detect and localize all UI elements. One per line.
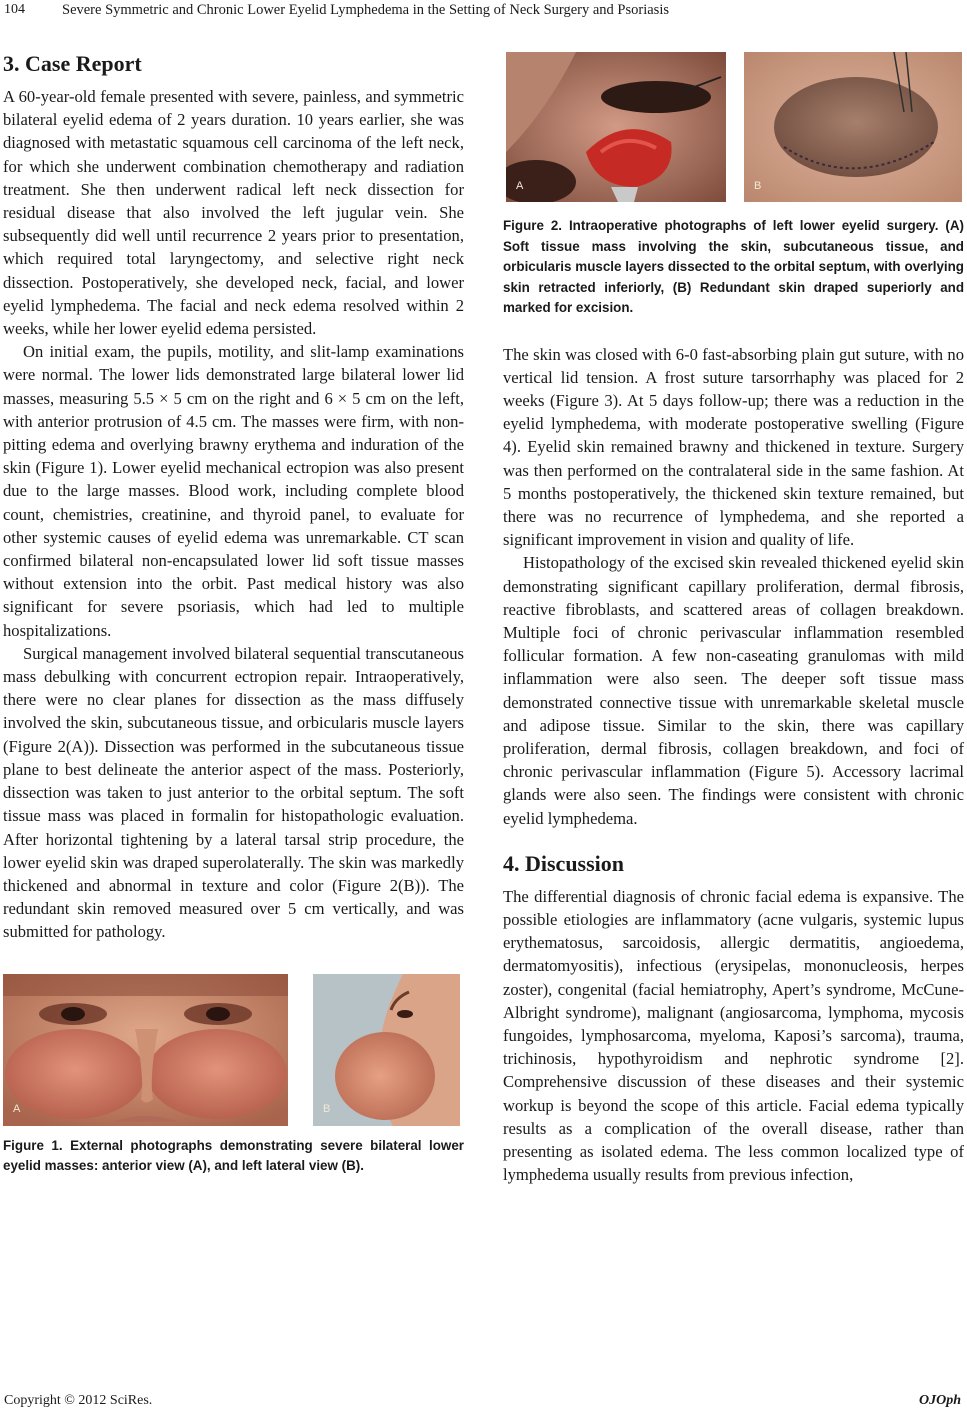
surgery-dissection-illustration: [506, 52, 726, 202]
running-title: Severe Symmetric and Chronic Lower Eyelid Lymphedema in the Setting of Neck Surgery and Psoriasis: [62, 2, 669, 18]
copyright: Copyright © 2012 SciRes.: [4, 1393, 153, 1408]
case-paragraph-4: The skin was closed with 6-0 fast-absorbing plain gut suture, with no vertical lid tension. A frost suture tarsorrhaphy was placed for 2 weeks (Figure 3). At 5 days follow-up; there was a reduction in the eyelid lymphedema, with moderate postoperative swelling (Figure 4). Eyelid skin remained brawny and thickened in texture. Surgery was then performed on the contralateral side in the same fashion. At 5 months postoperatively, the thickened skin texture remained, but there was no recurrence of lymphedema, and she reported a significant improvement in vision and quality of life.: [503, 344, 964, 550]
journal-name: OJOph: [918, 1393, 961, 1408]
page-number: 104: [4, 2, 25, 17]
surgery-skin-draped-illustration: [744, 52, 962, 202]
case-paragraph-2: On initial exam, the pupils, motility, and slit-lamp examinations were normal. The lower lids demonstrated large bilateral lower lid masses, measuring 5.5 × 5 cm on the right and 6 × 5 cm on the left, with anterior protrusion of 4.5 cm. The masses were firm, with non-pitting edema and overlying brawny erythema and induration of the skin (Figure 1). Lower eyelid mechanical ectropion was also present due to the large masses. Blood work, including complete blood count, chemistries, creatinine, and thyroid panel, to evaluate for other systemic causes of eyelid edema was unremarkable. CT scan confirmed bilateral non-encapsulated lower lid soft tissue masses without extension into the orbit. Past medical history was also significant for severe psoriasis, which had led to multiple hospitalizations.: [3, 342, 464, 640]
case-paragraph-1: A 60-year-old female presented with severe, painless, and symmetric bilateral eyelid edema of 2 years duration. 10 years earlier, she was diagnosed with metastatic squamous cell carcinoma of the left neck, for which she underwent combination chemotherapy and radiation treatment. She then underwent radical left neck dissection for residual disease that also involved the left jugular vein. She subsequently did well until recurrence 2 years prior to presentation, which required total laryngectomy, and selective right neck dissection. Postoperatively, she developed neck, facial, and lower eyelid lymphedema. The facial and neck edema resolved within 2 weeks, while her lower eyelid edema persisted.: [3, 87, 464, 339]
figure-2: [503, 52, 964, 319]
face-lateral-illustration: [313, 974, 460, 1126]
figure-1b-label: B: [323, 1103, 331, 1116]
figure-2b-photo: [744, 52, 962, 202]
figure-1a-label: A: [13, 1103, 21, 1116]
figure-2a-photo: [506, 52, 726, 202]
figure-2b-label: B: [754, 179, 762, 192]
case-paragraph-3: Surgical management involved bilateral sequential transcutaneous mass debulking with concurrent ectropion repair. Intraoperatively, there were no clear planes for dissection as the mass diffusely involved the skin, subcutaneous tissue, and orbicularis muscle layers (Figure 2(A)). Dissection was performed in the subcutaneous tissue plane to best delineate the anterior aspect of the mass. Posteriorly, dissection was taken to just anterior to the orbital septum. The soft tissue mass was placed in formalin for histopathologic evaluation. After horizontal tightening by a lateral tarsal strip procedure, the lower eyelid skin was draped superolaterally. The skin was markedly thickened and abnormal in texture and color (Figure 2(B)). The redundant skin removed measured over 5 cm vertically, and was submitted for pathology.: [3, 643, 464, 942]
case-paragraph-5: Histopathology of the excised skin revealed thickened eyelid skin demonstrating significant capillary proliferation, dermal fibrosis, reactive fibroblasts, and scattered areas of collagen breakdown. Multiple foci of chronic perivascular inflammation resembled follicular formation. A few non-caseating granulomas with mild inflammation were also seen. The deeper soft tissue mass demonstrated connective tissue with unremarkable skeletal muscle and adipose tissue. Similar to the skin, there was capillary proliferation, dermal fibrosis, collagen breakdown, and foci of chronic perivascular inflammation (Figure 5). Accessory lacrimal glands were also seen. The findings were consistent with chronic eyelid lymphedema.: [503, 553, 964, 828]
figure-1: [3, 974, 464, 1177]
figure-1-caption: Figure 1. External photographs demonstrating severe bilateral lower eyelid masses: anterior view (A), and left lateral view (B).: [3, 1137, 464, 1174]
right-column: [503, 52, 964, 1186]
figure-2a-label: A: [516, 179, 524, 192]
discussion-paragraph-1: The differential diagnosis of chronic facial edema is expansive. The possible etiologies are inflammatory (acne vulgaris, systemic lupus erythematosus, sarcoidosis, allergic dermatitis, angioedema, dermatomyositis), infectious (erysipelas, mononucleosis, herpes zoster), congenital (facial hemiatrophy, Apert’s syndrome, McCune-Albright syndrome), malignant (angiosarcoma, lymphoma, mycosis fungoides, lymphosarcoma, myeloma, Kaposi’s sarcoma), trauma, trichinosis, hypothyroidism and nephrotic syndrome [2]. Comprehensive discussion of these diseases and their systemic workup is beyond the scope of this article. Facial edema typically results as a complication of the overall disease, rather than presenting as isolated edema. The less common localized type of lymphedema usually results from previous infection,: [503, 886, 964, 1185]
left-column: [3, 50, 464, 1177]
figure-2-caption: Figure 2. Intraoperative photographs of left lower eyelid surgery. (A) Soft tissue mass involving the skin, subcutaneous tissue, and orbicularis muscle layers dissected to the orbital septum, with overlying skin retracted inferiorly, (B) Redundant skin draped superiorly and marked for excision.: [503, 218, 964, 315]
figure-1b-photo: [313, 974, 460, 1126]
page-header: [0, 0, 967, 30]
face-anterior-illustration: [3, 974, 288, 1126]
section-heading-case-report: 3. Case Report: [3, 51, 142, 76]
section-heading-discussion: 4. Discussion: [503, 850, 625, 876]
figure-1a-photo: [3, 974, 288, 1126]
page-footer: [0, 1393, 967, 1413]
